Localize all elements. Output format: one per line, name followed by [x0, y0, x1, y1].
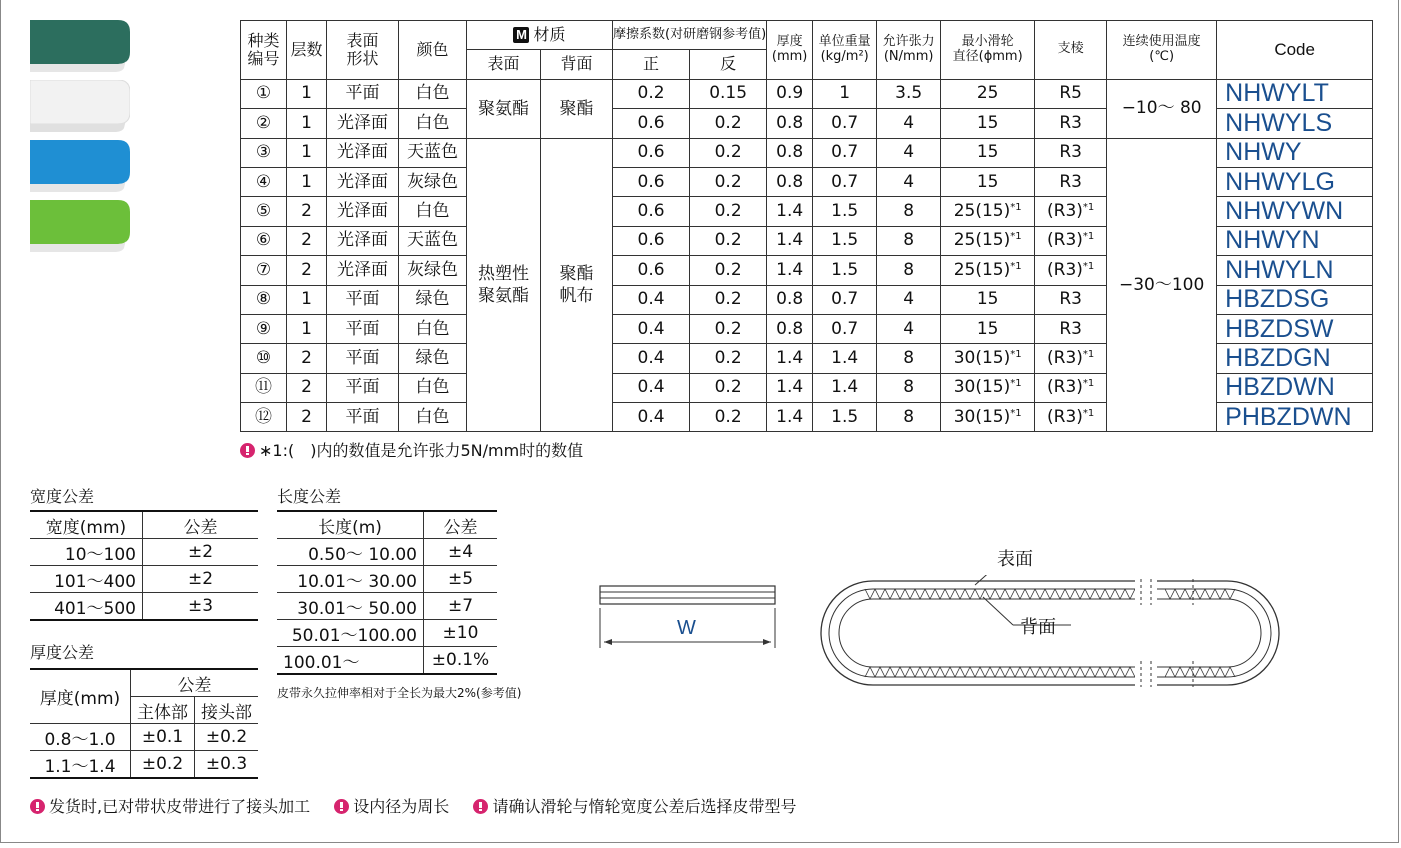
- friction-back: 0.2: [690, 314, 767, 343]
- color: 白色: [399, 314, 467, 343]
- surface-shape: 平面: [327, 344, 399, 373]
- friction-front: 0.6: [613, 256, 690, 285]
- header-color: 颜色: [399, 21, 467, 80]
- surface-shape: 平面: [327, 314, 399, 343]
- friction-front: 0.6: [613, 197, 690, 226]
- belt-swatch-3: [30, 140, 130, 192]
- length-tol-table: [277, 510, 497, 675]
- support: R3: [1035, 109, 1107, 138]
- surface-shape: 光泽面: [327, 167, 399, 196]
- thickness: 0.8: [767, 314, 813, 343]
- tol-value: ±10: [424, 620, 498, 647]
- color: 灰绿色: [399, 167, 467, 196]
- layers: 2: [287, 344, 327, 373]
- width-value: 101～400: [30, 566, 143, 593]
- layers: 1: [287, 314, 327, 343]
- friction-front: 0.4: [613, 285, 690, 314]
- header-mat-surface: 表面: [467, 50, 541, 79]
- support: $(R3)^{*1}$: [1035, 197, 1107, 226]
- color: 天蓝色: [399, 138, 467, 167]
- material-back: 聚酯 帆布: [541, 138, 613, 432]
- tension: 8: [877, 197, 941, 226]
- tension: 8: [877, 256, 941, 285]
- tension: 8: [877, 373, 941, 402]
- friction-back: 0.15: [690, 79, 767, 108]
- support: $(R3)^{*1}$: [1035, 403, 1107, 432]
- product-code: NHWYN: [1217, 226, 1373, 255]
- thick-tol-h1: 厚度(mm): [30, 669, 131, 724]
- min-pulley: $25(15)^{*1}$: [941, 197, 1035, 226]
- min-pulley: 15: [941, 138, 1035, 167]
- surface-shape: 光泽面: [327, 256, 399, 285]
- header-layers: 层数: [287, 21, 327, 80]
- unit-weight: 0.7: [813, 167, 877, 196]
- width-tol-h1: 宽度(mm): [30, 511, 143, 539]
- surface-shape: 平面: [327, 373, 399, 402]
- table-row: [277, 647, 497, 675]
- type-no: ⑫: [241, 403, 287, 432]
- header-tension: 允许张力 (N/mm): [877, 21, 941, 80]
- tension: 4: [877, 167, 941, 196]
- type-no: ⑪: [241, 373, 287, 402]
- tension: 4: [877, 314, 941, 343]
- support: $(R3)^{*1}$: [1035, 226, 1107, 255]
- support: R3: [1035, 285, 1107, 314]
- material-surface: 热塑性 聚氨酯: [467, 138, 541, 432]
- thick-tol-h2: 公差: [131, 669, 259, 697]
- type-no: ①: [241, 79, 287, 108]
- table-row: [241, 79, 1373, 108]
- color: 白色: [399, 79, 467, 108]
- tol-value: ±7: [424, 593, 498, 620]
- product-code: HBZDSG: [1217, 285, 1373, 314]
- unit-weight: 1.4: [813, 373, 877, 402]
- thick-tol-h2b: 接头部: [195, 697, 259, 724]
- note-circumference: 设内径为周长: [353, 797, 450, 816]
- width-value: 401～500: [30, 593, 143, 621]
- w-label: W: [677, 617, 696, 639]
- tol-joint: ±0.3: [195, 751, 259, 779]
- product-code: NHWYLT: [1217, 79, 1373, 108]
- product-code: NHWYLS: [1217, 109, 1373, 138]
- surface-shape: 平面: [327, 403, 399, 432]
- length-value: 0.50～ 10.00: [277, 539, 424, 566]
- min-pulley: $25(15)^{*1}$: [941, 226, 1035, 255]
- thickness: 0.8: [767, 109, 813, 138]
- min-pulley: $30(15)^{*1}$: [941, 373, 1035, 402]
- belt-swatch-2: [30, 80, 130, 132]
- table-row: [30, 539, 258, 566]
- tol-value: ±3: [143, 593, 259, 621]
- material-back: 聚酯: [541, 79, 613, 138]
- thick-tol-h2a: 主体部: [131, 697, 195, 724]
- spec-table: [240, 20, 1373, 432]
- surface-shape: 平面: [327, 79, 399, 108]
- material-surface: 聚氨酯: [467, 79, 541, 138]
- surface-shape: 光泽面: [327, 197, 399, 226]
- length-tol-h1: 长度(m): [277, 511, 424, 539]
- tol-value: ±0.1%: [424, 647, 498, 675]
- thickness: 0.8: [767, 167, 813, 196]
- tol-value: ±4: [424, 539, 498, 566]
- header-fr-front: 正: [613, 50, 690, 79]
- header-support: 支棱: [1035, 21, 1107, 80]
- note-pulley-check: 请确认滑轮与惰轮宽度公差后选择皮带型号: [492, 797, 797, 816]
- layers: 2: [287, 403, 327, 432]
- table-row: [277, 539, 497, 566]
- tension: 8: [877, 226, 941, 255]
- thickness: 1.4: [767, 226, 813, 255]
- color: 白色: [399, 403, 467, 432]
- unit-weight: 0.7: [813, 285, 877, 314]
- type-no: ④: [241, 167, 287, 196]
- friction-back: 0.2: [690, 344, 767, 373]
- support: R3: [1035, 138, 1107, 167]
- table-row: [277, 620, 497, 647]
- friction-back: 0.2: [690, 226, 767, 255]
- header-weight: 单位重量 (kg/m²): [813, 21, 877, 80]
- unit-weight: 1.4: [813, 344, 877, 373]
- thick-tol-table: [30, 668, 258, 779]
- product-code: PHBZDWN: [1217, 403, 1373, 432]
- thickness: 0.8: [767, 285, 813, 314]
- friction-back: 0.2: [690, 138, 767, 167]
- tension: 3.5: [877, 79, 941, 108]
- unit-weight: 0.7: [813, 314, 877, 343]
- length-value: 30.01～ 50.00: [277, 593, 424, 620]
- tension: 4: [877, 285, 941, 314]
- length-tol-h2: 公差: [424, 511, 498, 539]
- color: 白色: [399, 373, 467, 402]
- temperature: −30～100: [1107, 138, 1217, 432]
- tol-value: ±2: [143, 566, 259, 593]
- tension: 8: [877, 344, 941, 373]
- thick-value: 0.8～1.0: [30, 724, 131, 751]
- unit-weight: 0.7: [813, 138, 877, 167]
- table-row: [30, 593, 258, 621]
- unit-weight: 1.5: [813, 256, 877, 285]
- friction-front: 0.6: [613, 226, 690, 255]
- product-code: NHWY: [1217, 138, 1373, 167]
- tension: 4: [877, 109, 941, 138]
- support: $(R3)^{*1}$: [1035, 256, 1107, 285]
- layers: 1: [287, 167, 327, 196]
- header-fr-back: 反: [690, 50, 767, 79]
- table-row: [241, 138, 1373, 167]
- friction-back: 0.2: [690, 373, 767, 402]
- product-code: NHWYLN: [1217, 256, 1373, 285]
- layers: 2: [287, 197, 327, 226]
- header-code: Code: [1217, 21, 1373, 80]
- type-no: ⑤: [241, 197, 287, 226]
- friction-back: 0.2: [690, 285, 767, 314]
- surface-shape: 光泽面: [327, 138, 399, 167]
- min-pulley: 25: [941, 79, 1035, 108]
- material-icon: M: [513, 27, 529, 43]
- temperature: −10～ 80: [1107, 79, 1217, 138]
- footnote-1: ∗1:( )内的数值是允许张力5N/mm时的数值: [240, 438, 583, 461]
- tol-value: ±2: [143, 539, 259, 566]
- info-icon: [334, 799, 349, 814]
- color: 天蓝色: [399, 226, 467, 255]
- surface-label: 表面: [997, 549, 1033, 570]
- belt-swatch-4: [30, 200, 130, 252]
- product-code: HBZDGN: [1217, 344, 1373, 373]
- type-no: ⑦: [241, 256, 287, 285]
- type-no: ⑥: [241, 226, 287, 255]
- tension: 4: [877, 138, 941, 167]
- tension: 8: [877, 403, 941, 432]
- unit-weight: 1.5: [813, 197, 877, 226]
- type-no: ⑧: [241, 285, 287, 314]
- header-thickness: 厚度 (mm): [767, 21, 813, 80]
- support: $(R3)^{*1}$: [1035, 373, 1107, 402]
- header-min-pulley: 最小滑轮 直径(ϕmm): [941, 21, 1035, 80]
- unit-weight: 1: [813, 79, 877, 108]
- min-pulley: $30(15)^{*1}$: [941, 403, 1035, 432]
- header-type-no: 种类 编号: [241, 21, 287, 80]
- thickness: 0.9: [767, 79, 813, 108]
- type-no: ②: [241, 109, 287, 138]
- product-code: HBZDWN: [1217, 373, 1373, 402]
- min-pulley: 15: [941, 314, 1035, 343]
- thick-tol-title: 厚度公差: [30, 643, 95, 662]
- color: 白色: [399, 197, 467, 226]
- support: $(R3)^{*1}$: [1035, 344, 1107, 373]
- thickness: 0.8: [767, 138, 813, 167]
- tol-main: ±0.1: [131, 724, 195, 751]
- friction-front: 0.4: [613, 314, 690, 343]
- layers: 1: [287, 138, 327, 167]
- unit-weight: 0.7: [813, 109, 877, 138]
- length-tol-title: 长度公差: [277, 487, 342, 506]
- min-pulley: 15: [941, 167, 1035, 196]
- min-pulley: $30(15)^{*1}$: [941, 344, 1035, 373]
- length-value: 10.01～ 30.00: [277, 566, 424, 593]
- table-row: [30, 724, 258, 751]
- back-label: 背面: [1020, 617, 1056, 638]
- friction-front: 0.6: [613, 167, 690, 196]
- min-pulley: 15: [941, 285, 1035, 314]
- width-tol-title: 宽度公差: [30, 487, 95, 506]
- info-icon: [473, 799, 488, 814]
- unit-weight: 1.5: [813, 226, 877, 255]
- tol-value: ±5: [424, 566, 498, 593]
- type-no: ⑨: [241, 314, 287, 343]
- type-no: ⑩: [241, 344, 287, 373]
- header-material: M 材质: [467, 21, 613, 50]
- product-code: NHWYWN: [1217, 197, 1373, 226]
- color: 灰绿色: [399, 256, 467, 285]
- belt-swatch-1: [30, 20, 130, 72]
- product-code: HBZDSW: [1217, 314, 1373, 343]
- width-tol-table: [30, 510, 258, 621]
- friction-back: 0.2: [690, 109, 767, 138]
- friction-front: 0.4: [613, 403, 690, 432]
- color: 绿色: [399, 344, 467, 373]
- layers: 1: [287, 109, 327, 138]
- color: 白色: [399, 109, 467, 138]
- friction-back: 0.2: [690, 403, 767, 432]
- min-pulley: $25(15)^{*1}$: [941, 256, 1035, 285]
- support: R3: [1035, 314, 1107, 343]
- friction-front: 0.2: [613, 79, 690, 108]
- layers: 1: [287, 79, 327, 108]
- bottom-notes: [30, 794, 797, 817]
- friction-back: 0.2: [690, 256, 767, 285]
- length-tol-footnote: 皮带永久拉伸率相对于全长为最大2%(参考值): [277, 686, 522, 700]
- table-row: [30, 751, 258, 779]
- tol-main: ±0.2: [131, 751, 195, 779]
- thickness: 1.4: [767, 403, 813, 432]
- friction-back: 0.2: [690, 197, 767, 226]
- thickness: 1.4: [767, 344, 813, 373]
- length-value: 100.01～: [277, 647, 424, 675]
- tol-joint: ±0.2: [195, 724, 259, 751]
- thickness: 1.4: [767, 373, 813, 402]
- support: R5: [1035, 79, 1107, 108]
- type-no: ③: [241, 138, 287, 167]
- length-value: 50.01～100.00: [277, 620, 424, 647]
- header-friction: 摩擦系数(对研磨钢参考值): [613, 21, 767, 50]
- width-value: 10～100: [30, 539, 143, 566]
- surface-shape: 光泽面: [327, 226, 399, 255]
- layers: 2: [287, 226, 327, 255]
- friction-front: 0.4: [613, 373, 690, 402]
- thickness: 1.4: [767, 197, 813, 226]
- table-row: [277, 593, 497, 620]
- info-icon: [30, 799, 45, 814]
- thick-value: 1.1～1.4: [30, 751, 131, 779]
- thickness: 1.4: [767, 256, 813, 285]
- friction-front: 0.4: [613, 344, 690, 373]
- unit-weight: 1.5: [813, 403, 877, 432]
- layers: 2: [287, 256, 327, 285]
- layers: 2: [287, 373, 327, 402]
- table-row: [30, 566, 258, 593]
- layers: 1: [287, 285, 327, 314]
- friction-front: 0.6: [613, 109, 690, 138]
- surface-shape: 光泽面: [327, 109, 399, 138]
- min-pulley: 15: [941, 109, 1035, 138]
- friction-back: 0.2: [690, 167, 767, 196]
- header-temp: 连续使用温度 (℃): [1107, 21, 1217, 80]
- width-tol-h2: 公差: [143, 511, 259, 539]
- support: R3: [1035, 167, 1107, 196]
- friction-front: 0.6: [613, 138, 690, 167]
- product-code: NHWYLG: [1217, 167, 1373, 196]
- note-shipping: 发货时,已对带状皮带进行了接头加工: [49, 797, 311, 816]
- header-mat-back: 背面: [541, 50, 613, 79]
- table-row: [277, 566, 497, 593]
- color: 绿色: [399, 285, 467, 314]
- surface-shape: 平面: [327, 285, 399, 314]
- header-shape: 表面 形状: [327, 21, 399, 80]
- info-icon: [240, 443, 255, 458]
